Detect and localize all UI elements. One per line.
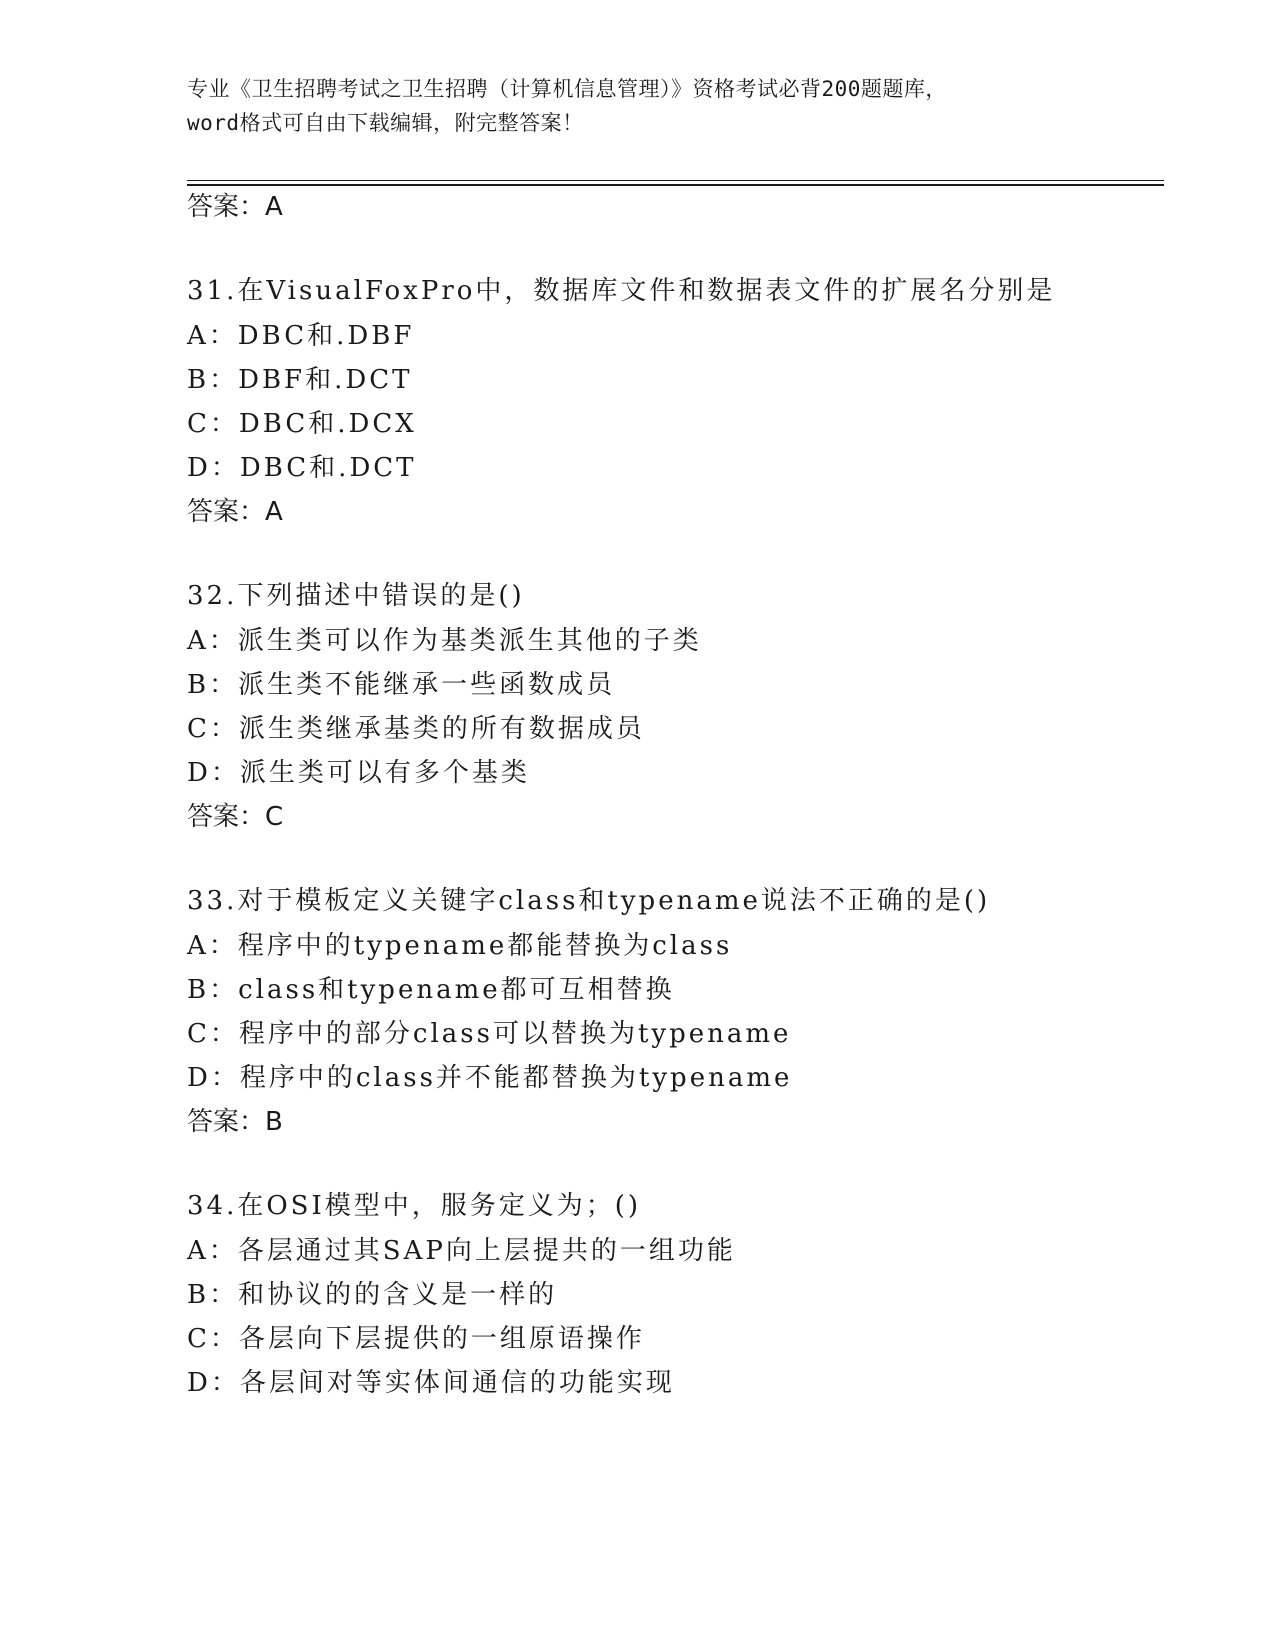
option-a: A：DBC和.DBF <box>187 321 415 351</box>
answer-label: 答案：C <box>187 802 284 832</box>
option-d: D：各层间对等实体间通信的功能实现 <box>187 1368 675 1398</box>
option-b: B：派生类不能继承一些函数成员 <box>187 670 616 700</box>
header-divider-thin <box>187 180 1164 181</box>
question-stem-32: 32.下列描述中错误的是() <box>187 581 525 611</box>
document-header <box>187 72 1087 140</box>
option-a: A：程序中的typename都能替换为class <box>187 931 733 961</box>
option-d: D：派生类可以有多个基类 <box>187 758 530 788</box>
option-d: D：程序中的class并不能都替换为typename <box>187 1063 793 1093</box>
answer-label: 答案：A <box>187 497 283 527</box>
option-b: B：class和typename都可互相替换 <box>187 975 675 1005</box>
option-b: B：DBF和.DCT <box>187 365 413 395</box>
option-c: C：派生类继承基类的所有数据成员 <box>187 714 645 744</box>
header-divider-thick <box>187 184 1164 186</box>
option-b: B：和协议的的含义是一样的 <box>187 1280 558 1310</box>
answer-label: 答案：B <box>187 1107 283 1137</box>
answer-label: 答案：A <box>187 192 283 222</box>
option-c: C：各层向下层提供的一组原语操作 <box>187 1324 645 1354</box>
question-stem-34: 34.在OSI模型中，服务定义为；() <box>187 1191 642 1221</box>
question-stem-31: 31.在VisualFoxPro中，数据库文件和数据表文件的扩展名分别是 <box>187 276 1056 306</box>
option-a: A：派生类可以作为基类派生其他的子类 <box>187 626 702 656</box>
option-d: D：DBC和.DCT <box>187 453 417 483</box>
option-c: C：DBC和.DCX <box>187 409 417 439</box>
header-line-1: 专业《卫生招聘考试之卫生招聘（计算机信息管理）》资格考试必背200题题库， <box>187 77 947 101</box>
header-line-2: word格式可自由下载编辑，附完整答案！ <box>187 111 584 135</box>
option-c: C：程序中的部分class可以替换为typename <box>187 1019 792 1049</box>
option-a: A：各层通过其SAP向上层提共的一组功能 <box>187 1236 736 1266</box>
question-stem-33: 33.对于模板定义关键字class和typename说法不正确的是() <box>187 886 991 916</box>
